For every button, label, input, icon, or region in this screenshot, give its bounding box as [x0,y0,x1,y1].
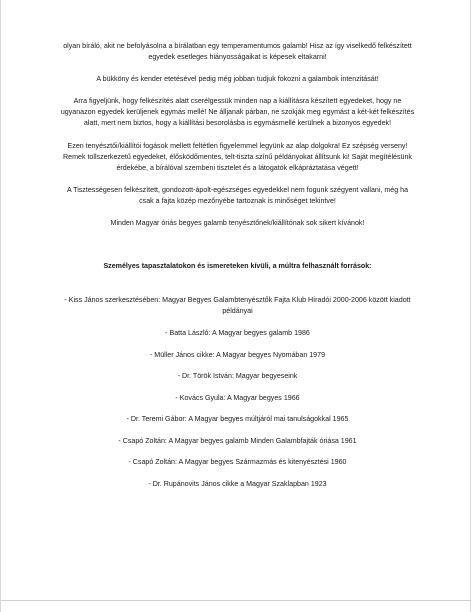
paragraph-2: A bükköny és kender etetésével pedig még jobban tudjuk fokozni a galambok intenzitását! [96,75,379,84]
source-item: - Dr. Rupánovits János cikke a Magyar Szaklapban 1923 [148,480,327,489]
page-bottom-divider [1,600,471,601]
paragraph-4: Ezen tenyésztői/kiállítói fogások mellett feltétlen figyelemmel legyünk az alap dolgokra! Ez szépség verseny! Remek tollszerkezetű egyedeket, élősködőmentes, telt-tiszta színű példányokat állítsunk ki! Saját megítélésünk érdekébe, a bírálóval szembeni tisztelet és a látogatók elkápráztatása végett! [63,141,412,172]
sources-heading: Személyes tapasztalatokon és ismereteken kívüli, a múltra felhasznált források: [103,262,372,271]
source-item: - Csapó Zoltán: A Magyar begyes Származmás és kitenyésztési 1960 [128,458,347,467]
source-item: - Kovács Gyula: A Magyar begyes 1966 [175,393,300,402]
source-item: - Kiss János szerkesztésében: Magyar Begyes Galambtenyésztők Fajta Klub Híradói 2000-2006 között kiadott példányai [64,296,411,316]
paragraph-1: olyan bíráló, akit ne befolyásolna a bírálatban egy temperamentumos galamb! Hisz az így viselkedő felkészített egyedek esetleges hiányosságaikat is képesek eltakarni! [63,42,412,62]
source-item: - Csapó Zoltán: A Magyar begyes galamb Minden Galambfajták óriása 1961 [118,436,357,445]
source-item: - Dr. Török István: Magyar begyeseink [177,372,298,381]
source-item: - Müller János cikke: A Magyar begyes Nyomában 1979 [149,350,326,359]
paragraph-3: Arra figyeljünk, hogy felkészítés alatt cserélgessük minden nap a kiállításra készített egyedeket, hogy ne ugyanazon egyedek kerüljenek egymás mellé! Ne álljanak párban, ne szokják meg egymást a két-két felkészítés alatt, mert nem biztos, hogy a kiállítási besorolásba is egymásmellé kerülnek a bizonyos egyedek! [60,97,415,128]
sources-list [59,295,416,490]
paragraph-5: A Tisztességesen felkészített, gondozott-ápolt-egészséges egyedekkel nem fogunk szégyent vallani, még ha csak a fajta közép mezőnyébe tartoznak is minőséget tekintve! [66,185,409,205]
source-item: - Dr. Teremi Gábor: A Magyar begyes múltjáról mai tanulságokkal 1965 [126,415,349,424]
source-item: - Batta László: A Magyar begyes galamb 1986 [165,328,310,337]
paragraph-closing: Minden Magyar óriás begyes galamb tenyésztőnek/kiállítónak sok sikert kívánok! [110,219,365,228]
document-body [59,41,416,490]
